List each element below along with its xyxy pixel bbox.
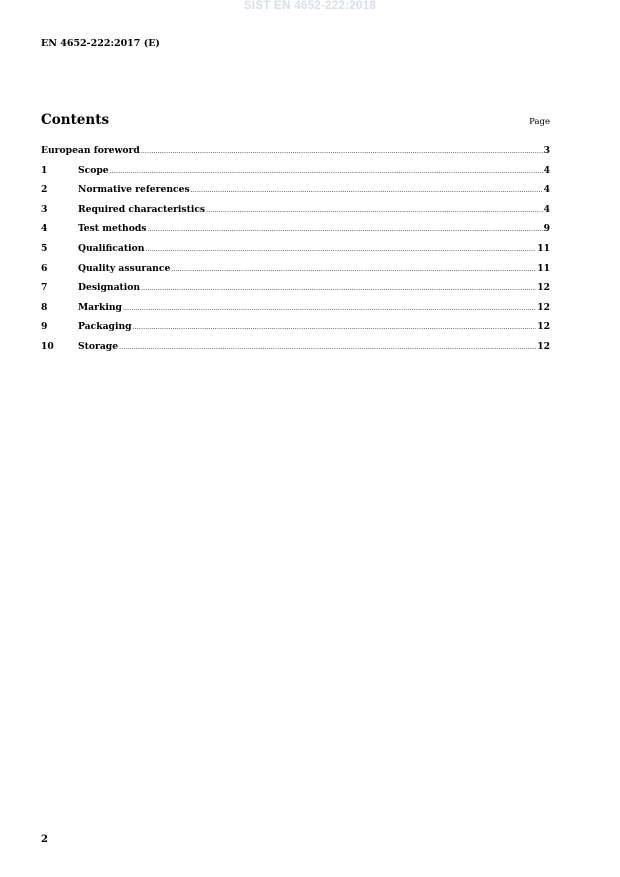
toc-entry-page: 12	[537, 340, 550, 352]
toc-entry-number: 7	[41, 282, 48, 294]
toc-entry-title: Designation	[78, 282, 141, 294]
toc-entry-scope[interactable]	[41, 165, 550, 185]
toc-entry-number: 2	[41, 184, 48, 196]
toc-dot-leader	[147, 226, 542, 233]
toc-entry-number: 8	[41, 301, 48, 313]
toc-entry-title: Storage	[78, 340, 119, 352]
table-of-contents	[41, 145, 550, 361]
toc-entry-title: Marking	[78, 301, 122, 313]
page-number: 2	[41, 834, 48, 845]
toc-entry-page: 3	[543, 145, 550, 156]
toc-entry-designation[interactable]	[41, 282, 550, 302]
toc-dot-leader	[206, 207, 543, 214]
toc-entry-number: 10	[41, 340, 54, 352]
toc-entry-number: 4	[41, 223, 48, 235]
toc-dot-leader	[110, 168, 543, 175]
toc-entry-title: Test methods	[78, 223, 147, 235]
toc-entry-packaging[interactable]	[41, 321, 550, 341]
toc-entry-quality-assurance[interactable]	[41, 263, 550, 283]
toc-entry-required-characteristics[interactable]	[41, 204, 550, 224]
toc-entry-page: 11	[537, 262, 550, 274]
toc-entry-number: 9	[41, 321, 48, 333]
page-column-label: Page	[529, 117, 550, 127]
toc-entry-page: 11	[537, 242, 550, 254]
toc-entry-normative-references[interactable]	[41, 184, 550, 204]
toc-entry-number: 5	[41, 242, 48, 254]
toc-dot-leader	[145, 246, 536, 253]
toc-entry-qualification[interactable]	[41, 243, 550, 263]
toc-dot-leader	[123, 305, 536, 312]
toc-entry-title: Normative references	[78, 184, 190, 196]
toc-entry-page: 12	[537, 282, 550, 294]
toc-entry-page: 12	[537, 301, 550, 313]
document-id-header: EN 4652-222:2017 (E)	[41, 38, 160, 49]
toc-entry-number: 6	[41, 262, 48, 274]
toc-entry-storage[interactable]	[41, 341, 550, 361]
toc-entry-european-foreword[interactable]	[41, 145, 550, 165]
contents-heading-row	[41, 112, 550, 128]
toc-dot-leader	[191, 187, 543, 194]
toc-dot-leader	[171, 266, 536, 273]
toc-dot-leader	[133, 324, 537, 331]
toc-entry-title: European foreword	[41, 145, 140, 156]
watermark-text: SIST EN 4652-222:2018	[243, 0, 377, 12]
toc-entry-page: 4	[543, 164, 550, 176]
toc-entry-page: 9	[543, 223, 550, 235]
toc-entry-title: Packaging	[78, 321, 132, 333]
toc-dot-leader	[141, 148, 543, 155]
toc-entry-marking[interactable]	[41, 302, 550, 322]
toc-entry-page: 4	[543, 184, 550, 196]
contents-title: Contents	[41, 112, 110, 128]
toc-entry-number: 3	[41, 203, 48, 215]
toc-dot-leader	[141, 285, 536, 292]
toc-entry-title: Qualification	[78, 242, 145, 254]
toc-entry-test-methods[interactable]	[41, 223, 550, 243]
toc-dot-leader	[119, 344, 536, 351]
toc-entry-title: Scope	[78, 164, 109, 176]
toc-entry-title: Required characteristics	[78, 203, 206, 215]
toc-entry-title: Quality assurance	[78, 262, 171, 274]
toc-entry-number: 1	[41, 164, 48, 176]
toc-entry-page: 12	[537, 321, 550, 333]
toc-entry-page: 4	[543, 203, 550, 215]
